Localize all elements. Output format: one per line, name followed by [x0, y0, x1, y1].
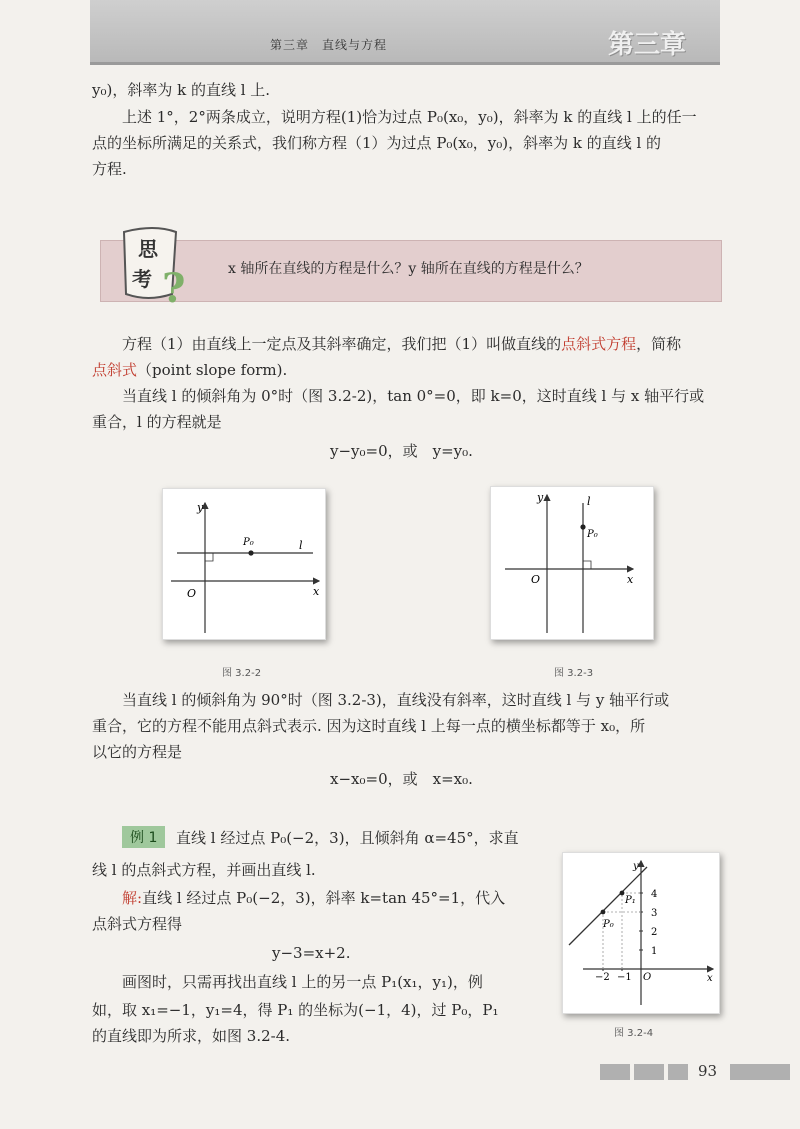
think-question: x 轴所在直线的方程是什么？y 轴所在直线的方程是什么？: [228, 261, 589, 277]
svg-text:P₁: P₁: [625, 895, 636, 906]
caption-3-2-3: 图 3.2-3: [554, 668, 594, 679]
formula-example: y−3=x+2.: [272, 944, 351, 962]
para1-line4: 方程.: [92, 160, 127, 178]
svg-text:2: 2: [651, 927, 658, 938]
example-line6: 如，取 x₁=−1，y₁=4，得 P₁ 的坐标为(−1，4)，过 P₀，P₁: [92, 1001, 499, 1019]
para3-line1: 当直线 l 的倾斜角为 90°时（图 3.2-3)，直线没有斜率，这时直线 l 与 y 轴平行或: [122, 691, 670, 709]
header-title: 第三章 直线与方程: [270, 38, 388, 52]
point-p1: [620, 891, 625, 896]
svg-text:y: y: [537, 491, 544, 504]
svg-text:−1: −1: [617, 972, 632, 983]
example-line4: 点斜式方程得: [92, 915, 183, 933]
figure-3-2-3: [490, 486, 654, 640]
footer-decoration-left: [600, 1064, 688, 1080]
example-line2: 线 l 的点斜式方程，并画出直线 l.: [92, 861, 316, 879]
example-line5: 画图时，只需再找出直线 l 上的另一点 P₁(x₁，y₁)，例: [122, 973, 483, 991]
example-line1: 直线 l 经过点 P₀(−2，3)，且倾斜角 α=45°，求直: [176, 829, 519, 847]
point-p0: [248, 550, 253, 555]
svg-text:x: x: [313, 585, 320, 598]
term-point-slope-equation: 点斜式方程: [561, 335, 637, 353]
example-line3: 解:直线 l 经过点 P₀(−2，3)，斜率 k=tan 45°=1，代入: [122, 889, 506, 907]
para2-line3: 当直线 l 的倾斜角为 0°时（图 3.2-2)，tan 0°=0，即 k=0，这时直线 l 与 x 轴平行或: [122, 387, 705, 405]
para3-line2: 重合，它的方程不能用点斜式表示. 因为这时直线 l 上每一点的横坐标都等于 x₀，所: [92, 717, 646, 735]
svg-text:P₀: P₀: [587, 529, 598, 540]
svg-text:4: 4: [651, 889, 658, 900]
caption-3-2-4: 图 3.2-4: [614, 1028, 654, 1039]
example-label: 例 1: [122, 826, 165, 848]
svg-text:x: x: [707, 973, 713, 984]
point-p0: [601, 910, 606, 915]
page-number: 93: [698, 1062, 718, 1080]
think-char-1: 思: [138, 237, 158, 261]
svg-text:O: O: [531, 573, 541, 586]
para2-line2: 点斜式（point slope form).: [92, 361, 288, 379]
figure-3-2-2: [162, 488, 326, 640]
chapter-badge: 第三章: [608, 30, 687, 60]
para3-line3: 以它的方程是: [92, 743, 183, 761]
svg-text:l: l: [299, 539, 303, 552]
example-line7: 的直线即为所求，如图 3.2-4.: [92, 1027, 291, 1045]
svg-text:1: 1: [651, 946, 658, 957]
formula-vertical: x−x₀=0，或 x=x₀.: [330, 770, 473, 788]
svg-text:O: O: [187, 587, 197, 600]
para2-line4: 重合，l 的方程就是: [92, 413, 222, 431]
think-icon: [118, 224, 190, 306]
svg-text:l: l: [587, 495, 591, 508]
svg-text:P₀: P₀: [603, 919, 614, 930]
svg-text:3: 3: [651, 908, 658, 919]
caption-3-2-2: 图 3.2-2: [222, 668, 262, 679]
point-p0: [580, 524, 585, 529]
svg-text:−2: −2: [595, 972, 610, 983]
svg-text:y: y: [633, 861, 639, 872]
footer-decoration-right: [730, 1064, 790, 1080]
formula-horizontal: y−y₀=0，或 y=y₀.: [330, 442, 473, 460]
para1-line3: 点的坐标所满足的关系式，我们称方程（1）为过点 P₀(x₀，y₀)，斜率为 k 的直线 l 的: [92, 134, 662, 152]
solution-label: 解:: [122, 889, 143, 907]
think-char-2: 考: [132, 267, 152, 291]
figure-3-2-4: [562, 852, 720, 1014]
para1-line1: y₀)，斜率为 k 的直线 l 上.: [92, 81, 271, 99]
svg-text:?: ?: [162, 265, 186, 306]
svg-text:P₀: P₀: [243, 537, 254, 548]
svg-text:x: x: [627, 573, 634, 586]
term-point-slope: 点斜式: [92, 361, 138, 379]
line-l: [569, 867, 647, 945]
para1-line2: 上述 1°，2°两条成立，说明方程(1)恰为过点 P₀(x₀，y₀)，斜率为 k 的直线 l 上的任一: [122, 108, 697, 126]
para2-line1: 方程（1）由直线上一定点及其斜率确定，我们把（1）叫做直线的点斜式方程，简称: [122, 335, 682, 353]
svg-text:y: y: [197, 501, 204, 514]
svg-text:O: O: [643, 972, 652, 983]
